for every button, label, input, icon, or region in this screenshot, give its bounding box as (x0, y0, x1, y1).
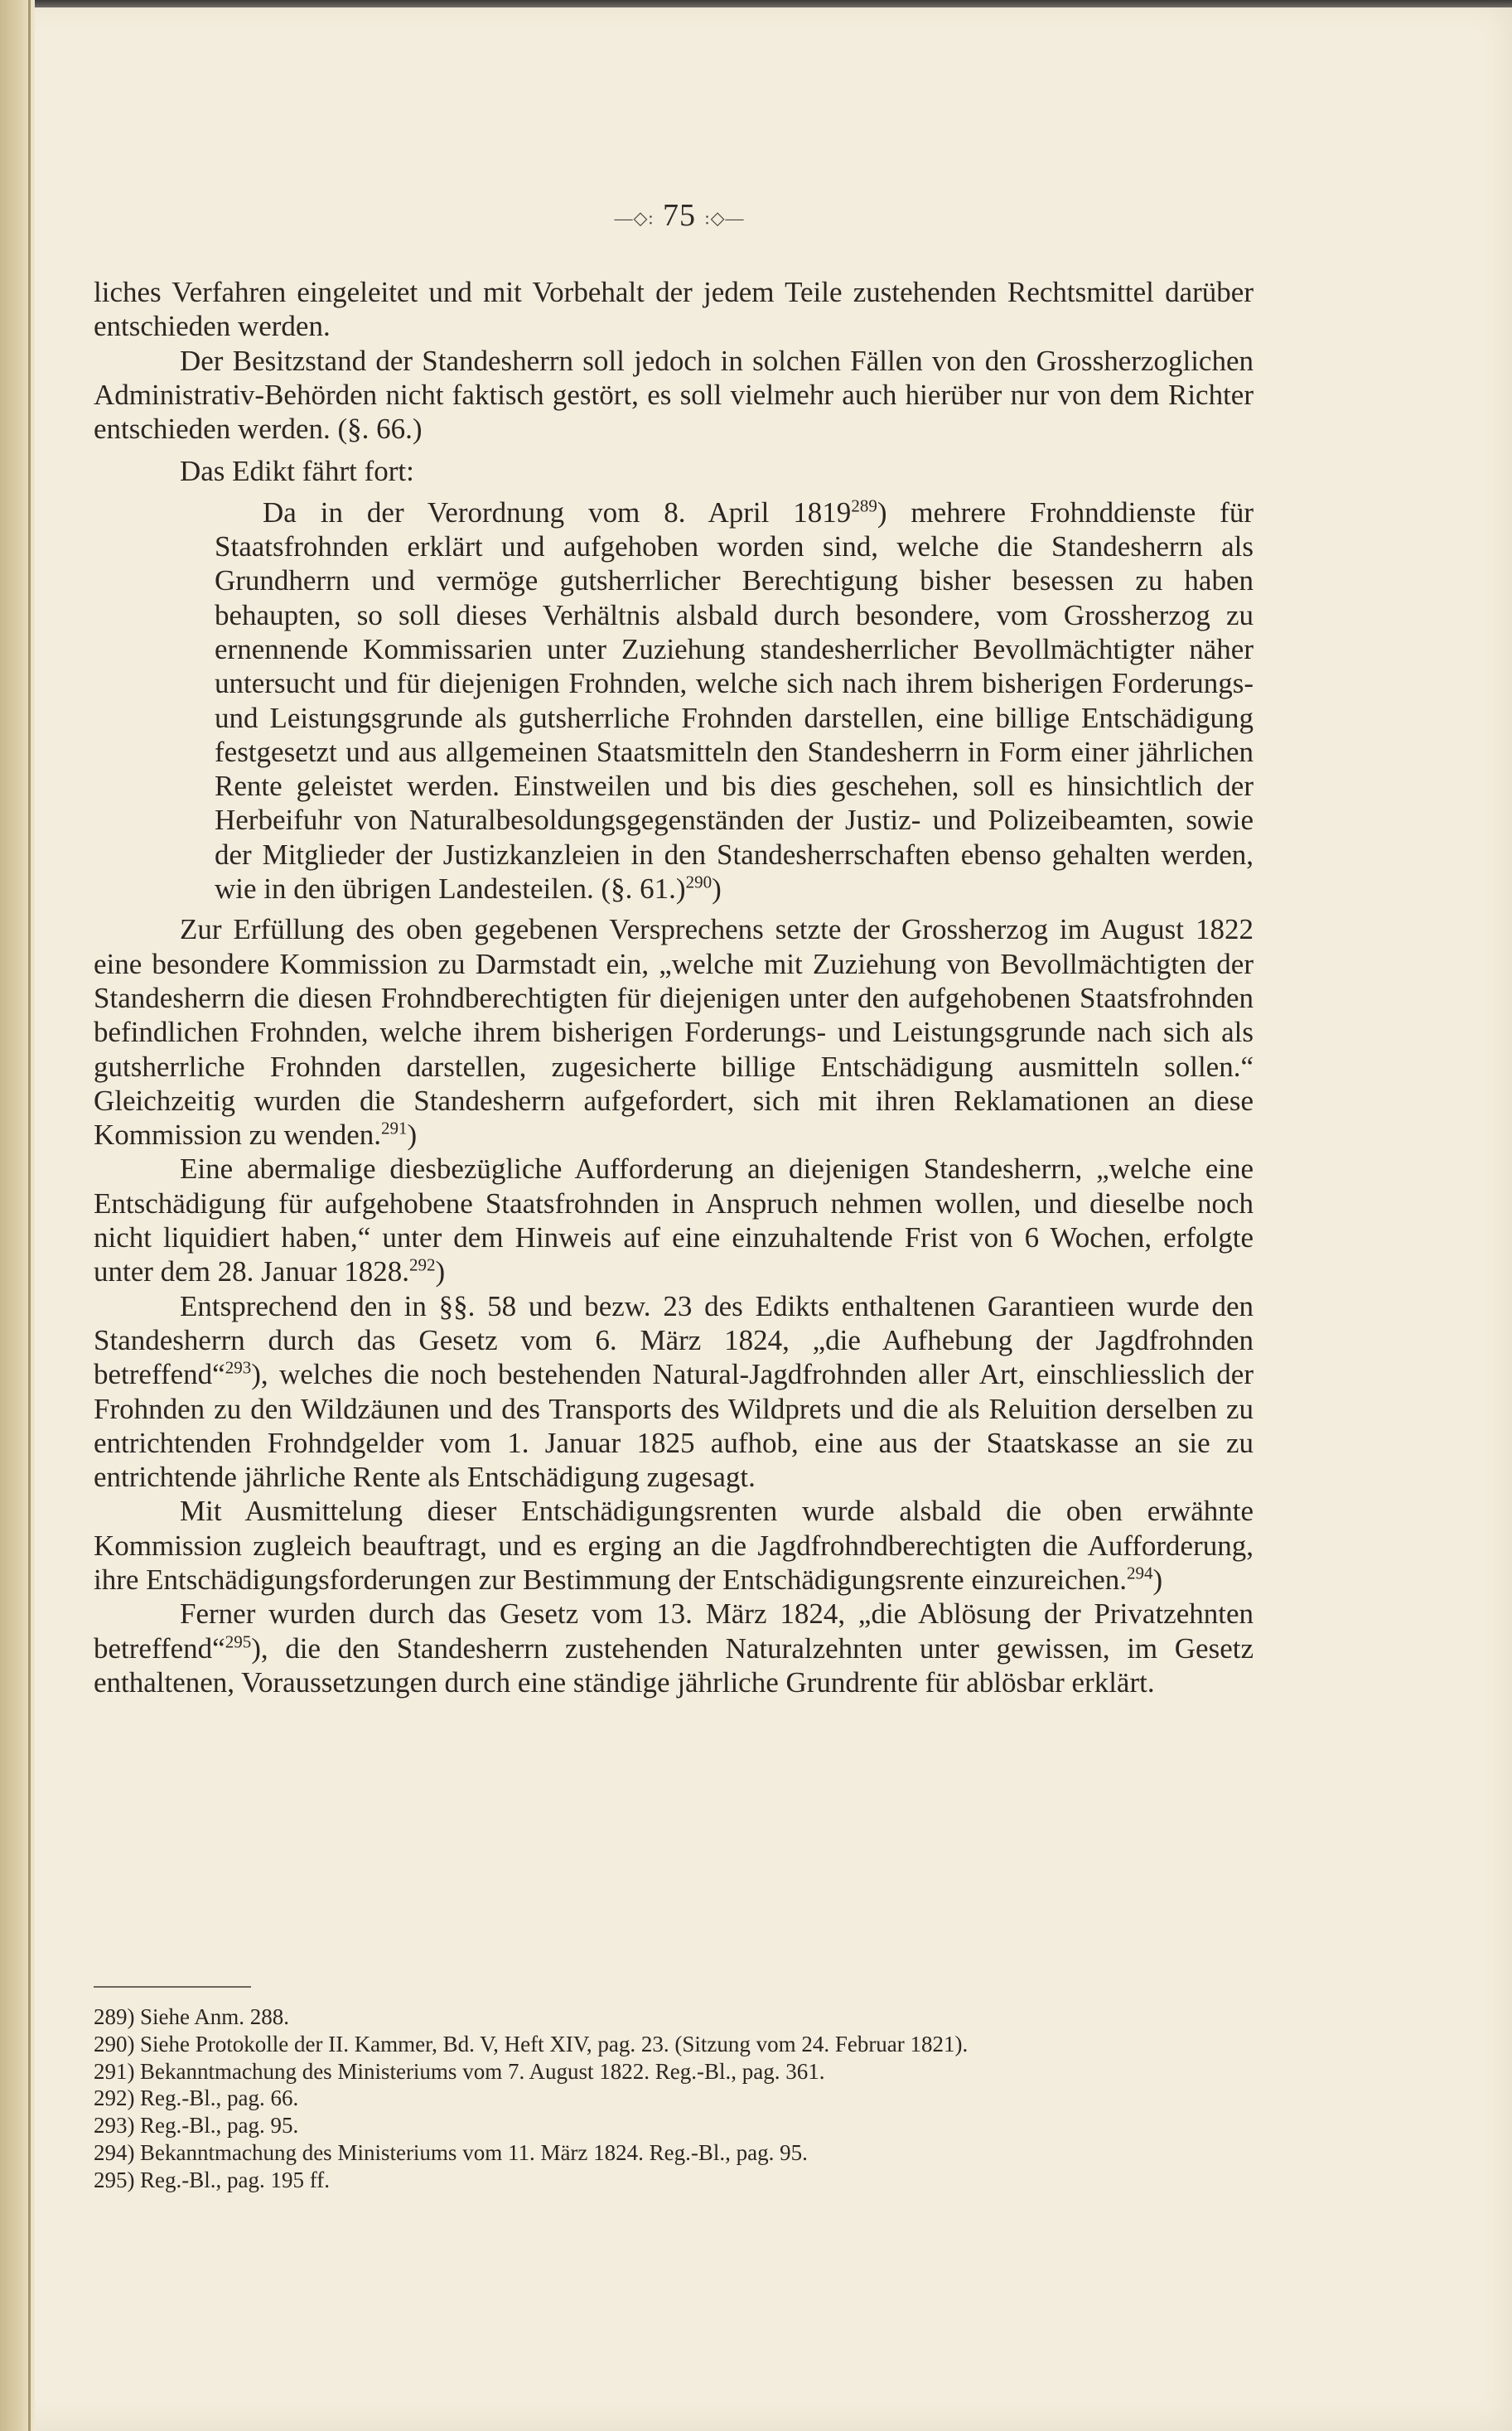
footnote: 291) Bekanntmachung des Ministeriums vom 7. August 1822. Reg.-Bl., pag. 361. (94, 2058, 825, 2084)
footnote: 293) Reg.-Bl., pag. 95. (94, 2113, 299, 2139)
paragraph: Das Edikt fährt fort: (180, 455, 414, 488)
footnote-ref: 293 (225, 1357, 252, 1378)
footnote-divider (94, 1986, 251, 1988)
gutter-line (28, 0, 31, 2431)
footnote-ref: 292 (409, 1254, 436, 1275)
footnote-ref: 295 (225, 1631, 252, 1651)
footnote: 294) Bekanntmachung des Ministeriums vom 11. März 1824. Reg.-Bl., pag. 95. (94, 2139, 808, 2165)
header-ornament-left: —◇: (614, 207, 655, 229)
paragraph: Entsprechend den in §§. 58 und bezw. 23 des Edikts enthaltenen Garantieen wurde den Standesherrn durch das Gesetz vom 6. März 1824, „die Aufhebung der Jagdfrohnden betreffend“$^{293}$), welches die noch bestehenden Natural-Jagdfrohnden aller Art, einschliesslich der Frohnden zu den Wildzäunen und des Transports des Wildprets und die als Reluition derselben zu entrichtenden Frohndgelder vom 1. Januar 1825 aufhob, eine aus der Staatskasse an sie zu entrichtende jährliche Rente als Entschädigung zugesagt. (94, 1289, 1254, 1494)
footnotes (94, 2003, 1254, 2194)
footnote-ref: 289 (851, 495, 877, 516)
top-border (0, 0, 1512, 7)
paragraph: liches Verfahren eingeleitet und mit Vorbehalt der jedem Teile zustehenden Rechtsmittel darüber entschieden werden. (94, 276, 1254, 343)
page-number: 75 (663, 198, 696, 233)
paragraph: Eine abermalige diesbezügliche Aufforderung an diejenigen Standesherrn, „welche eine Entschädigung für aufgehobene Staatsfrohnden in Anspruch nehmen wollen, und dieselbe noch nicht liquidiert haben,“ unter dem Hinweis auf eine einzuhaltende Frist von 6 Wochen, erfolgte unter dem 28. Januar 1828.$^{292}$) (94, 1153, 1254, 1288)
footnote-ref: 291 (381, 1118, 408, 1138)
paragraph: Mit Ausmittelung dieser Entschädigungsrenten wurde alsbald die oben erwähnte Kommission zugleich beauftragt, und es erging an die Jagdfrohndberechtigten die Aufforderung, ihre Entschädigungsforderungen zur Bestimmung der Entschädigungsrente einzureichen.$^{294}$) (94, 1495, 1254, 1596)
main-text (94, 275, 1254, 1699)
footnote-ref: 290 (685, 872, 713, 892)
page-header (0, 197, 1359, 234)
footnote-ref: 294 (1126, 1563, 1153, 1583)
footnote: 295) Reg.-Bl., pag. 195 ff. (94, 2167, 330, 2192)
header-ornament-right: :◇— (704, 207, 745, 229)
paragraph: Zur Erfüllung des oben gegebenen Versprechens setzte der Grossherzog im August 1822 eine besondere Kommission zu Darmstadt ein, „welche mit Zuziehung von Bevollmächtigten der Standesherrn die diesen Frohndberechtigten für diejenigen unter den aufgehobenen Staatsfrohnden befindlichen Frohnden, welche ihrem bisherigen Forderungs- und Leistungsgrunde nach sich als gutsherrliche Frohnden darstellen, zugesicherte billige Entschädigung ausmitteln sollen.“ Gleichzeitig wurden die Standesherrn aufgefordert, sich mit ihren Reklamationen an diese Kommission zu wenden.$^{291}$) (94, 913, 1254, 1152)
footnote: 289) Siehe Anm. 288. (94, 2004, 289, 2029)
footnote: 292) Reg.-Bl., pag. 66. (94, 2085, 299, 2111)
paragraph: Ferner wurden durch das Gesetz vom 13. März 1824, „die Ablösung der Privatzehnten betreffend“$^{295}$), die den Standesherrn zustehenden Naturalzehnten unter gewissen, im Gesetz enthaltenen, Voraussetzungen durch eine ständige jährliche Grundrente für ablösbar erklärt. (94, 1597, 1254, 1699)
edict-quote: Da in der Verordnung vom 8. April 1819$^{289}$) mehrere Frohnddienste für Staatsfrohnden erklärt und aufgehoben worden sind, welche die Standesherrn als Grundherrn und vermöge gutsherrlicher Berechtigung bisher besessen zu haben behaupten, so soll dieses Verhältnis alsbald durch besondere, vom Grossherzog zu ernennende Kommissarien unter Zuziehung standesherrlicher Bevollmächtigter näher untersucht und für diejenigen Frohnden, welche sich nach ihrem bisherigen Forderungs- und Leistungsgrunde als gutsherrliche Frohnden darstellen, eine billige Entschädigung festgesetzt und aus allgemeinen Staatsmitteln den Standesherrn in Form einer jährlichen Rente geleistet werden. Einstweilen und bis dies geschehen, soll es hinsichtlich der Herbeifuhr von Naturalbesoldungsgegenständen der Justiz- und Polizeibeamten, sowie der Mitglieder der Justizkanzleien in den Standesherrschaften ebenso gehalten werden, wie in den übrigen Landesteilen. (§. 61.)$^{290}$) (215, 495, 1254, 906)
footnote: 290) Siehe Protokolle der II. Kammer, Bd. V, Heft XIV, pag. 23. (Sitzung vom 24. Februar 1821). (94, 2031, 969, 2056)
paragraph: Der Besitzstand der Standesherrn soll jedoch in solchen Fällen von den Grossherzoglichen Administrativ-Behörden nicht faktisch gestört, es soll vielmehr auch hierüber nur von dem Richter entschieden werden. (§. 66.) (94, 344, 1254, 446)
